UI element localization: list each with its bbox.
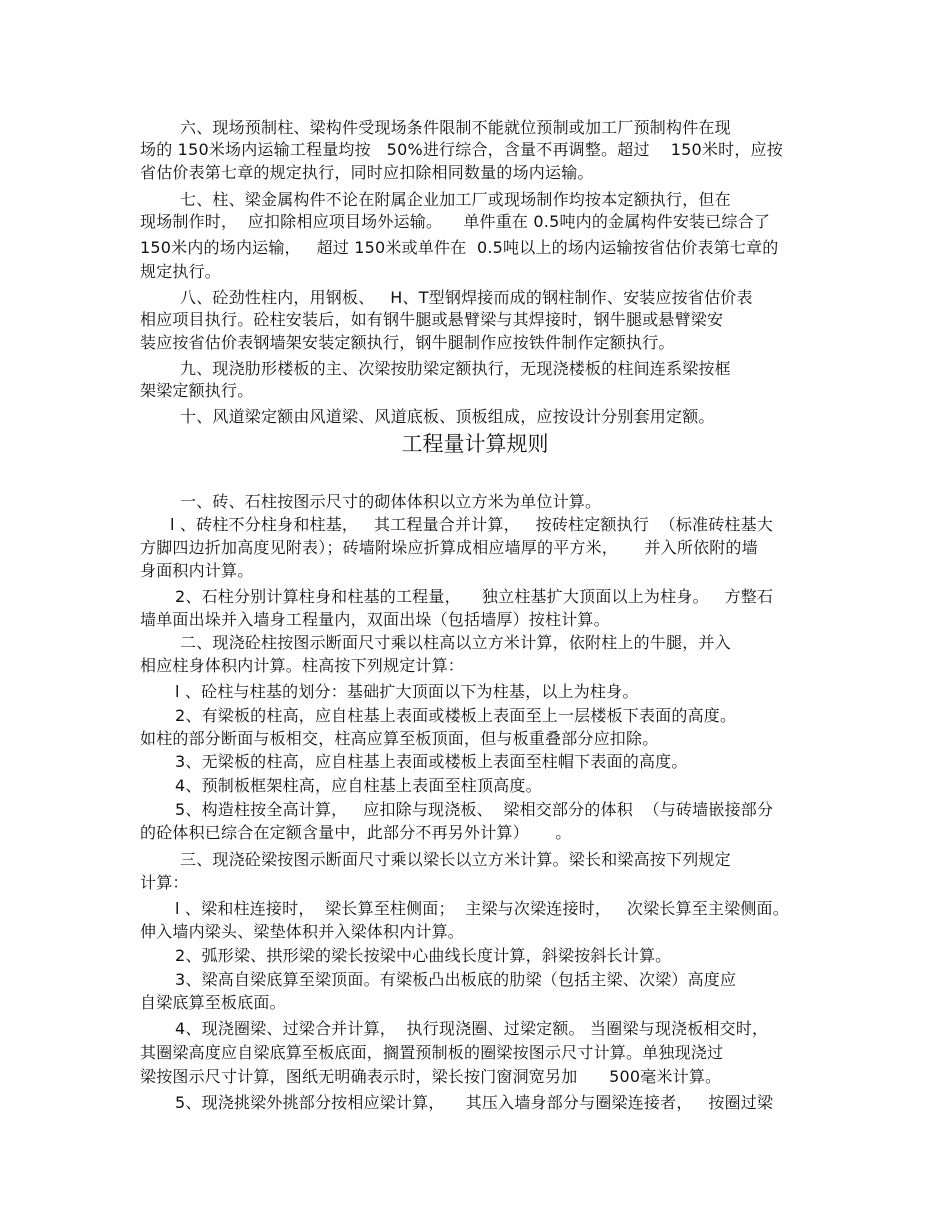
text-line: 伸入墙内梁头、梁垫体积并入梁体积内计算。 — [140, 922, 465, 941]
text-line: 十、风道梁定额由风道梁、风道底板、顶板组成，应按设计分别套用定额。 — [180, 407, 715, 426]
text-line: 六、现场预制柱、梁构件受现场条件限制不能就位预制或加工厂预制构件在现 — [180, 118, 731, 137]
text-line: 自梁底算至板底面。 — [140, 993, 286, 1012]
text-line: 150米内的场内运输， 超过 150米或单件在 0.5吨以上的场内运输按省估价表第七章的 — [140, 238, 779, 257]
text-line: 4、预制板框架柱高，应自柱基上表面至柱顶高度。 — [175, 776, 542, 795]
text-line: 3、梁高自梁底算至梁顶面。有梁板凸出板底的肋梁（包括主梁、次梁）高度应 — [175, 970, 737, 989]
text-line: 规定执行。 — [140, 262, 222, 281]
text-line: 墙单面出垛并入墙身工程量内，双面出垛（包括墙厚）按柱计算。 — [140, 610, 610, 629]
text-line: 2、有梁板的柱高，应自柱基上表面或楼板上表面至上一层楼板下表面的高度。 — [175, 706, 737, 725]
section-title: 工程量计算规则 — [401, 432, 549, 456]
text-line: 身面积内计算。 — [140, 561, 254, 580]
text-line: 相应柱身体积内计算。柱高按下列规定计算： — [140, 656, 465, 675]
text-line: 省估价表第七章的规定执行，同时应扣除相同数量的场内运输。 — [140, 163, 594, 182]
text-line: 方脚四边折加高度见附表）；砖墙附垛应折算成相应墙厚的平方米， 并入所依附的墙 — [140, 538, 758, 557]
text-line: 架梁定额执行。 — [140, 381, 254, 400]
text-line: 七、柱、梁金属构件不论在附属企业加工厂或现场制作均按本定额执行，但在 — [180, 190, 731, 209]
text-line: 八、砼劲性柱内，用钢板、 H、T型钢焊接而成的钢柱制作、安装应按省估价表 — [180, 288, 753, 307]
text-line: 2、石柱分别计算柱身和柱基的工程量， 独立柱基扩大顶面以上为柱身。 方整石 — [175, 587, 774, 606]
text-line: 梁按图示尺寸计算，图纸无明确表示时，梁长按门窗洞宽另加 500毫米计算。 — [140, 1067, 722, 1086]
text-line: 三、现浇砼梁按图示断面尺寸乘以梁长以立方米计算。梁长和梁高按下列规定 — [180, 850, 731, 869]
text-line: 其圈梁高度应自梁底算至板底面，搁置预制板的圈梁按图示尺寸计算。单独现浇过 — [140, 1043, 724, 1062]
text-line: l 、梁和柱连接时， 梁长算至柱侧面； 主梁与次梁连接时， 次梁长算至主梁侧面。 — [175, 899, 789, 918]
text-line: 相应项目执行。砼柱安装后，如有钢牛腿或悬臂梁与其焊接时，钢牛腿或悬臂梁安 — [140, 310, 724, 329]
text-line: 装应按省估价表钢墙架安装定额执行，钢牛腿制作应按铁件制作定额执行。 — [140, 333, 675, 352]
text-line: 4、现浇圈梁、过梁合并计算， 执行现浇圈、过梁定额。 当圈梁与现浇板相交时， — [175, 1019, 769, 1038]
text-line: l 、砖柱不分柱身和柱基， 其工程量合并计算， 按砖柱定额执行 （标准砖柱基大 — [170, 515, 774, 534]
text-line: 九、现浇肋形楼板的主、次梁按肋梁定额执行，无现浇楼板的柱间连系梁按框 — [180, 359, 731, 378]
text-line: 3、无梁板的柱高，应自柱基上表面或楼板上表面至柱帽下表面的高度。 — [175, 752, 688, 771]
text-line: l 、砼柱与柱基的划分：基础扩大顶面以下为柱基，以上为柱身。 — [175, 682, 639, 701]
text-line: 一、砖、石柱按图示尺寸的砌体体积以立方米为单位计算。 — [180, 492, 602, 511]
text-line: 场的 150米场内运输工程量均按 50%进行综合，含量不再调整。超过 150米时，应按 — [140, 140, 783, 159]
text-line: 2、弧形梁、拱形梁的梁长按梁中心曲线长度计算，斜梁按斜长计算。 — [175, 946, 672, 965]
text-line: 5、构造柱按全高计算， 应扣除与现浇板、 梁相交部分的体积 （与砖墙嵌接部分 — [175, 800, 774, 819]
text-line: 5、现浇挑梁外挑部分按相应梁计算， 其压入墙身部分与圈梁连接者， 按圈过梁 — [175, 1093, 774, 1112]
text-line: 计算： — [140, 873, 189, 892]
text-line: 的砼体积已综合在定额含量中，此部分不再另外计算） 。 — [140, 823, 572, 842]
text-line: 二、现浇砼柱按图示断面尺寸乘以柱高以立方米计算，依附柱上的牛腿，并入 — [180, 633, 731, 652]
text-line: 现场制作时， 应扣除相应项目场外运输。 单件重在 0.5吨内的金属构件安装已综合了 — [140, 212, 771, 231]
text-line: 如柱的部分断面与板相交，柱高应算至板顶面，但与板重叠部分应扣除。 — [140, 729, 659, 748]
